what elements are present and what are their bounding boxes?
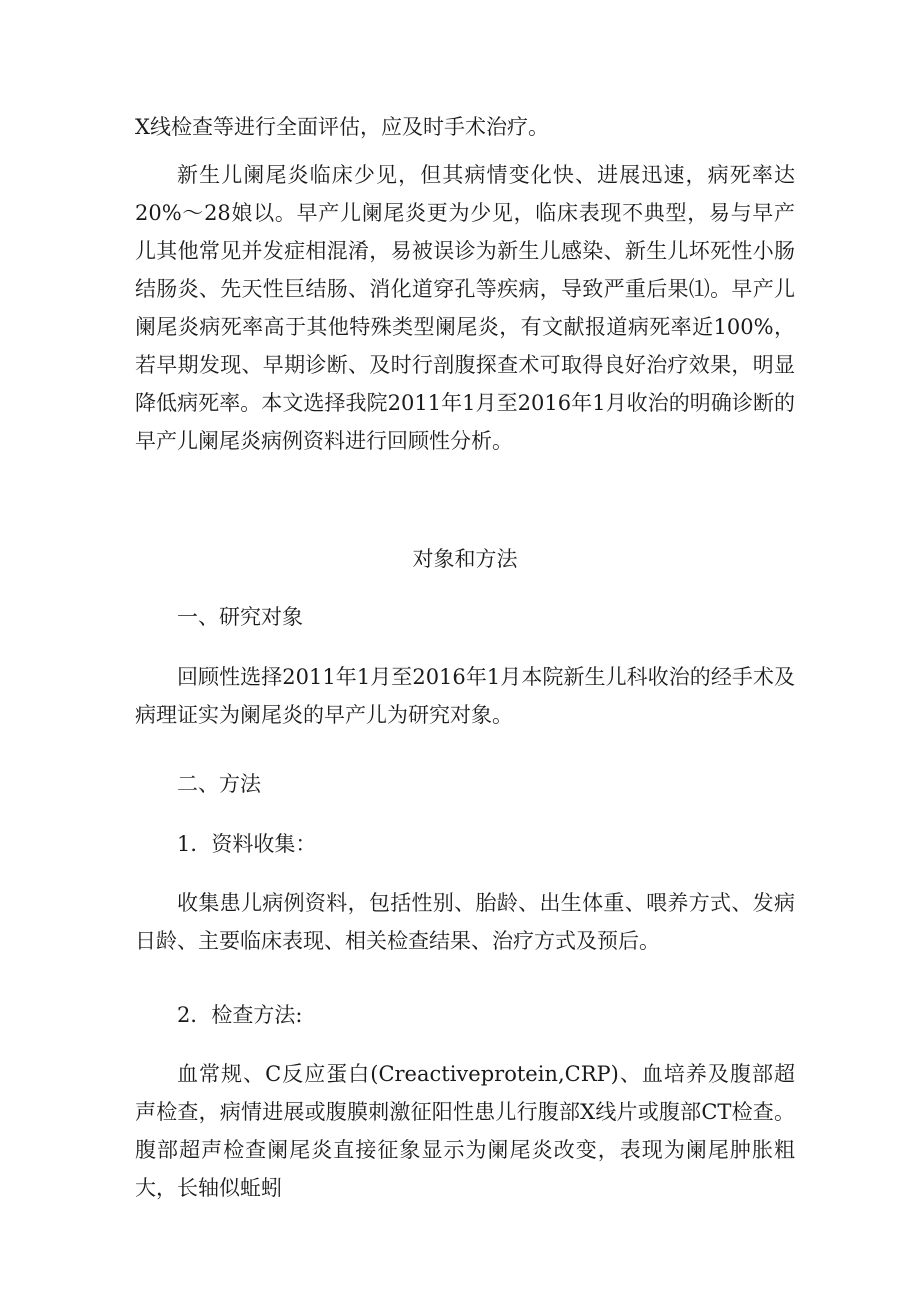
paragraph-intro-tail: X线检查等进行全面评估，应及时手术治疗。 — [135, 115, 549, 139]
paragraph-exam-methods: 血常规、C反应蛋白(Creactiveprotein,CRP)、血培养及腹部超声检查，病情进展或腹膜刺激征阳性患儿行腹部X线片或腹部CT检查。腹部超声检查阑尾炎直接征象显示为阑尾炎改变，表现为阑尾肿胀粗大，长轴似蚯蚓 — [135, 1062, 795, 1200]
section-title: 对象和方法 — [412, 547, 518, 571]
paragraph-background: 新生儿阑尾炎临床少见，但其病情变化快、进展迅速，病死率达20%～28娘以。早产儿阑尾炎更为少见，临床表现不典型，易与早产儿其他常见并发症相混淆，易被误诊为新生儿感染、新生儿坏死性小肠结肠炎、先天性巨结肠、消化道穿孔等疾病，导致严重后果⑴。早产儿阑尾炎病死率高于其他特殊类型阑尾炎，有文献报道病死率近100%，若早期发现、早期诊断、及时行剖腹探查术可取得良好治疗效果，明显降低病死率。本文选择我院2011年1月至2016年1月收治的明确诊断的早产儿阑尾炎病例资料进行回顾性分析。 — [135, 163, 795, 453]
subsection-title-subjects: 一、研究对象 — [177, 605, 303, 629]
paragraph-subjects: 回顾性选择2011年1月至2016年1月本院新生儿科收治的经手术及病理证实为阑尾炎的早产儿为研究对象。 — [135, 665, 795, 727]
item-title-exam-methods: 2．检查方法: — [177, 1003, 303, 1027]
item-title-data-collection: 1．资料收集： — [177, 832, 317, 856]
subsection-title-methods: 二、方法 — [177, 772, 261, 796]
paragraph-data-collection: 收集患儿病例资料，包括性别、胎龄、出生体重、喂养方式、发病日龄、主要临床表现、相关检查结果、治疗方式及预后。 — [135, 891, 795, 953]
